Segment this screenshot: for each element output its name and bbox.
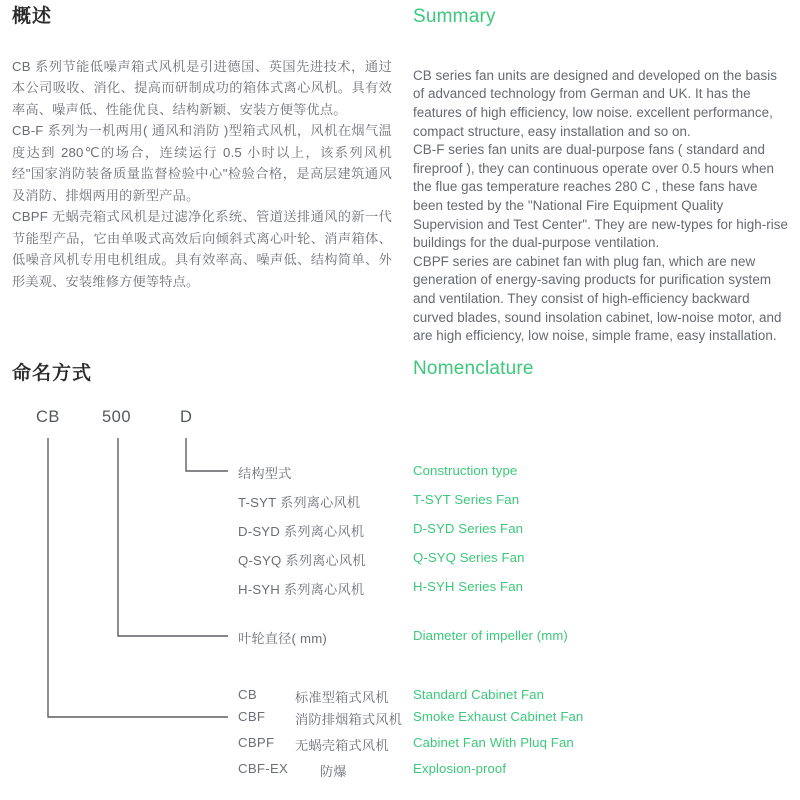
- series-fan-hsyh-cn: H-SYH 系列离心风机: [238, 582, 365, 597]
- construction-type-label-cn: 结构型式: [238, 466, 292, 481]
- overview-en-paragraph-3: CBPF series are cabinet fan with plug fan, which are new generation of energy-saving products for purification system and ventilation. They consist of high-efficiency backward curved blades, sound insolation cabinet, low-noise motor, and are high efficiency, low noise, simple frame, easy installation.: [413, 253, 782, 344]
- model-cbf-desc-en: Smoke Exhaust Cabinet Fan: [413, 709, 584, 724]
- impeller-diameter-label-en: Diameter of impeller (mm): [413, 628, 568, 643]
- overview-chinese-body: [12, 56, 392, 293]
- row-series-fan-qsyq: [0, 550, 800, 570]
- overview-en-paragraph-2: CB-F series fan units are dual-purpose fans ( standard and fireproof ), they can continuous operate over 0.5 hours when the flue gas temperature reaches 280 C , these fans have been tested by the "National Fire Equipment Quality Supervision and Test Center". They are new-types for high-rise buildings for the dual-purpose ventilation.: [413, 142, 789, 251]
- row-model-cbpf: [0, 735, 800, 755]
- page-title-english: Summary: [413, 6, 496, 27]
- model-cbfex-code: CBF-EX: [238, 761, 289, 776]
- model-code-type: D: [180, 408, 193, 426]
- row-impeller-diameter: [0, 628, 800, 648]
- row-series-fan-hsyh: [0, 579, 800, 599]
- series-fan-qsyq-en: Q-SYQ Series Fan: [413, 550, 525, 565]
- overview-cn-paragraph-1: CB 系列节能低噪声箱式风机是引进德国、英国先进技术，通过本公司吸收、消化、提高而研制成功的箱体式离心风机。具有效率高、噪声低、性能优良、结构新颖、安装方便等优点。: [12, 58, 392, 117]
- nomenclature-title-english: Nomenclature: [413, 358, 534, 379]
- overview-en-paragraph-1: CB series fan units are designed and developed on the basis of advanced technology from German and UK. It has the features of high efficiency, low noise. excellent performance, compact structure, easy installation and so on.: [413, 67, 777, 139]
- row-construction-type: [0, 463, 800, 483]
- overview-chinese-column: [12, 0, 392, 292]
- overview-english-body: [413, 67, 791, 346]
- series-fan-dsyd-cn: D-SYD 系列离心风机: [238, 524, 365, 539]
- model-cbpf-code: CBPF: [238, 735, 275, 750]
- overview-english-column: [413, 0, 791, 346]
- series-fan-tsyt-cn: T-SYT 系列离心风机: [238, 495, 361, 510]
- overview-cn-paragraph-2: CB-F 系列为一机两用( 通风和消防 )型箱式风机，风机在烟气温度达到 280℃的场合，连续运行 0.5 小时以上，该系列风机经"国家消防装备质量监督检验中心"检验合格，是高层建筑通风及消防、排烟两用的新型产品。: [12, 123, 392, 203]
- model-cb-code: CB: [238, 687, 257, 702]
- row-model-cb: [0, 687, 800, 707]
- model-cbfex-desc-cn: 防爆: [320, 764, 347, 779]
- model-cbf-code: CBF: [238, 709, 266, 724]
- overview-section: [0, 0, 800, 344]
- row-series-fan-tsyt: [0, 492, 800, 512]
- impeller-diameter-label-cn: 叶轮直径( mm): [238, 631, 327, 646]
- model-cbf-desc-cn: 消防排烟箱式风机: [295, 712, 403, 727]
- model-cb-desc-cn: 标准型箱式风机: [295, 690, 389, 705]
- nomenclature-title-chinese: 命名方式: [12, 363, 93, 384]
- overview-cn-paragraph-3: CBPF 无蜗壳箱式风机是过滤净化系统、管道送排通风的新一代节能型产品，它由单吸式高效后向倾斜式离心叶轮、消声箱体、低噪音风机专用电机组成。具有效率高、噪声低、结构简单、外形美观、安装维修方便等特点。: [12, 209, 392, 289]
- series-fan-tsyt-en: T-SYT Series Fan: [413, 492, 520, 507]
- construction-type-label-en: Construction type: [413, 463, 518, 478]
- row-series-fan-dsyd: [0, 521, 800, 541]
- series-fan-dsyd-en: D-SYD Series Fan: [413, 521, 524, 536]
- model-code-series: CB: [36, 408, 60, 426]
- row-model-cbfex: [0, 761, 800, 781]
- model-code-size: 500: [102, 408, 132, 426]
- series-fan-qsyq-cn: Q-SYQ 系列离心风机: [238, 553, 366, 568]
- row-model-cbf: [0, 709, 800, 729]
- nomenclature-rows: [0, 350, 800, 800]
- model-cbpf-desc-en: Cabinet Fan With Pluq Fan: [413, 735, 574, 750]
- series-fan-hsyh-en: H-SYH Series Fan: [413, 579, 524, 594]
- nomenclature-section: [0, 350, 800, 800]
- page-title-chinese: 概述: [12, 6, 53, 27]
- model-cbpf-desc-cn: 无蜗壳箱式风机: [295, 738, 389, 753]
- model-cbfex-desc-en: Explosion-proof: [413, 761, 507, 776]
- model-cb-desc-en: Standard Cabinet Fan: [413, 687, 545, 702]
